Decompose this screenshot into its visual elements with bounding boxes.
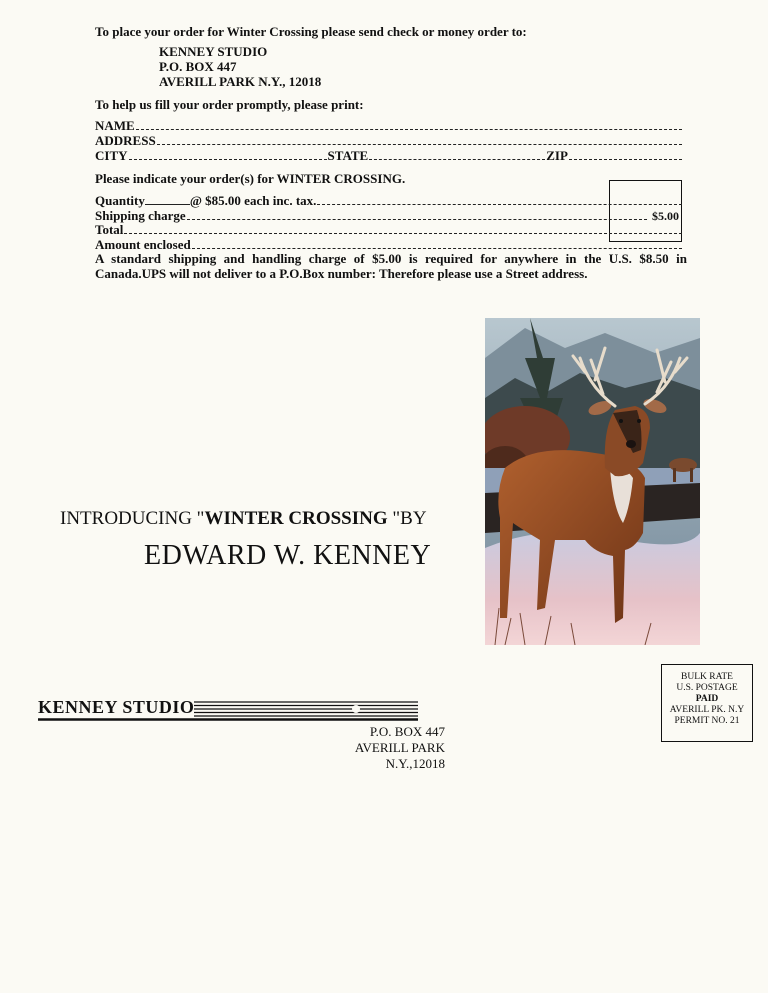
print-prompt: To help us fill your order promptly, please print: [95,97,364,112]
return-city: AVERILL PARK N.Y.,12018 [354,740,445,771]
indicate-text: Please indicate your order(s) for WINTER CROSSING. [95,171,406,186]
artist-name: EDWARD W. KENNEY [144,540,432,571]
stamp-line: BULK RATE [681,672,733,682]
quantity-field[interactable] [95,193,683,209]
shipping-note-2: Canada.UPS will not deliver to a P.O.Box number: Therefore please use a Street address. [95,266,588,281]
quantity-label: Quantity [95,193,145,208]
address-line: AVERILL PARK N.Y., 12018 [159,74,322,89]
headline-by: "BY [387,508,427,529]
city-state-zip-field[interactable] [95,148,683,164]
studio-logo [38,697,418,722]
postage-stamp [661,664,753,742]
address-field[interactable] [95,133,683,149]
stamp-line: AVERILL PK. N.Y [669,705,745,715]
winter-crossing-painting [485,318,700,645]
total-row[interactable] [95,222,683,238]
order-intro: To place your order for Winter Crossing please send check or money order to: [95,24,527,39]
quantity-blank[interactable] [145,194,190,205]
amount-label: Amount enclosed [95,237,191,252]
total-label: Total [95,222,124,237]
shipping-value: $5.00 [652,209,679,223]
name-label: NAME [95,118,135,133]
address-line: KENNEY STUDIO [159,44,268,59]
state-label: STATE [327,148,369,163]
city-label: CITY [95,148,128,163]
shipping-label: Shipping charge [95,208,186,223]
stamp-line: PAID [695,694,719,704]
introducing-text: INTRODUCING " [60,508,205,529]
name-field[interactable] [95,118,683,134]
return-box: P.O. BOX 447 [369,724,445,739]
address-label: ADDRESS [95,133,156,148]
headline-title: WINTER CROSSING [204,508,388,529]
zip-label: ZIP [546,148,568,163]
stamp-line: PERMIT NO. 21 [674,716,740,726]
return-address [300,724,445,772]
address-line: P.O. BOX 447 [159,59,237,74]
headline-introducing [60,508,427,530]
studio-address [159,44,321,89]
logo-lines [38,697,418,722]
studio-name: KENNEY STUDIO [38,697,195,717]
price-text: @ $85.00 each inc. tax. [189,193,317,208]
shipping-note-1: A standard shipping and handling charge of $5.00 is required for anywhere in the U.S. $8.50 in [95,251,687,266]
stamp-line: U.S. POSTAGE [676,683,738,693]
